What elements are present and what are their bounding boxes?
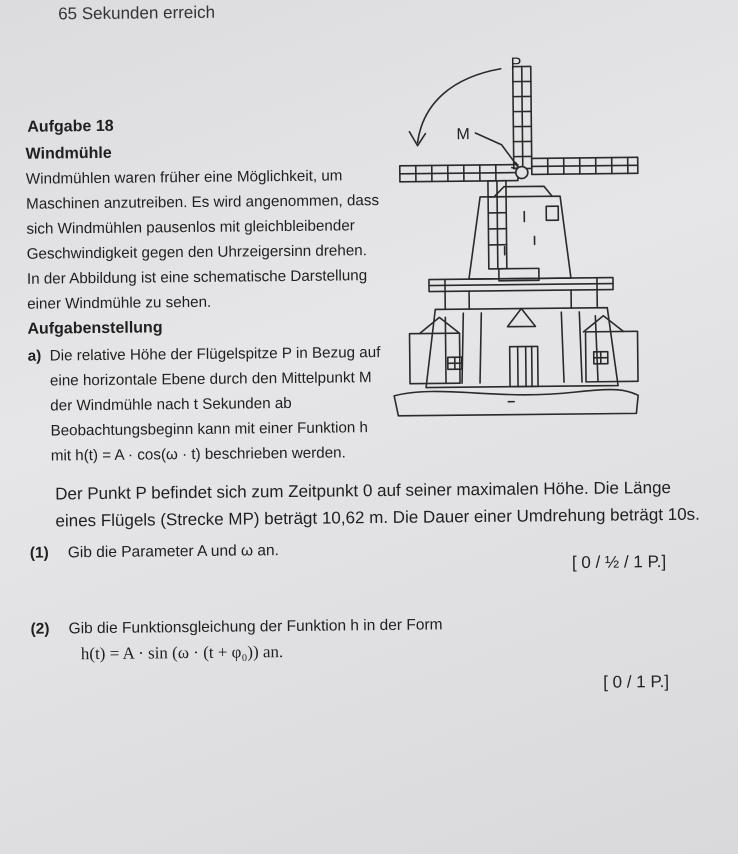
q1-text: Gib die Parameter A und ω an. xyxy=(67,542,280,562)
task-a-label: a) xyxy=(27,347,42,365)
task-a-line: Die relative Höhe der Flügelspitze P in Bezug auf xyxy=(49,344,381,365)
task-a-line: Beobachtungsbeginn kann mit einer Funktion h xyxy=(50,419,369,440)
q2-points: [ 0 / 1 P.] xyxy=(603,672,670,692)
q1-label: (1) xyxy=(29,544,49,562)
q2-formula: h(t) = A · sin (ω · (t + φ₀)) an. xyxy=(80,642,284,664)
exercise-number: Aufgabe 18 xyxy=(27,117,114,136)
intro-line: Windmühlen waren früher eine Möglichkeit, um xyxy=(25,167,343,188)
header-text: 65 Sekunden erreich xyxy=(58,2,216,24)
task-a-line: eine horizontale Ebene durch den Mittelpunkt M xyxy=(49,369,372,390)
intro-line: sich Windmühlen pausenlos mit gleichbleibender xyxy=(26,217,355,238)
windmill-illustration xyxy=(383,45,643,426)
task-heading: Aufgabenstellung xyxy=(27,319,163,338)
intro-line: einer Windmühle zu sehen. xyxy=(27,293,212,313)
info-paragraph-line: eines Flügels (Strecke MP) beträgt 10,62 m. Die Dauer einer Umdrehung beträgt 10s. xyxy=(55,504,700,531)
intro-line: Geschwindigkeit gegen den Uhrzeigersinn drehen. xyxy=(26,242,367,263)
q1-points: [ 0 / ½ / 1 P.] xyxy=(571,552,667,573)
q2-label: (2) xyxy=(30,620,50,638)
figure-label-m: M xyxy=(456,126,470,144)
intro-line: In der Abbildung ist eine schematische Darstellung xyxy=(26,267,368,288)
exercise-title: Windmühle xyxy=(25,144,112,163)
task-a-line: der Windmühle nach t Sekunden ab xyxy=(50,394,292,415)
info-paragraph-line: Der Punkt P befindet sich zum Zeitpunkt 0 auf seiner maximalen Höhe. Die Länge xyxy=(55,478,672,504)
intro-line: Maschinen anzutreiben. Es wird angenommen, dass xyxy=(26,192,380,213)
task-a-line: mit h(t) = A · cos(ω · t) beschrieben werden. xyxy=(50,444,346,465)
figure-label-p: P xyxy=(510,55,522,73)
q2-text: Gib die Funktionsgleichung der Funktion h in der Form xyxy=(68,616,443,638)
